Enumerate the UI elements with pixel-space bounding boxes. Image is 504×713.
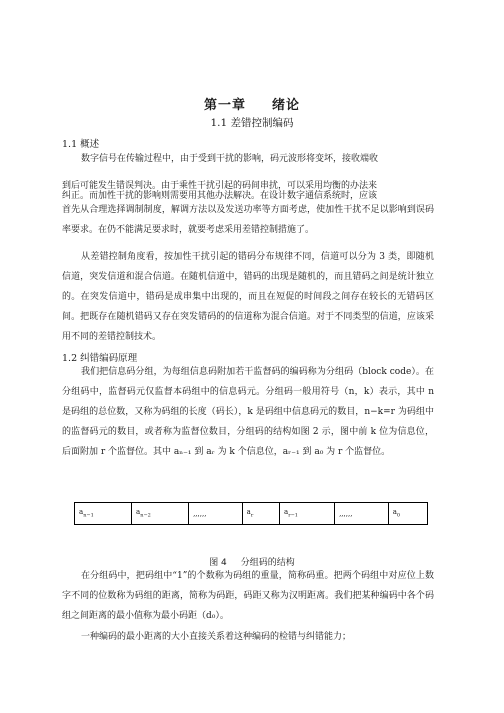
paragraph-overview-1: 数字信号在传输过程中，由于受到干扰的影响，码元波形将变坏，接收端收 (81, 154, 379, 164)
cell-ellipsis-1: ,,,,,, (189, 503, 243, 525)
figure-text: 分组码的结构 (240, 558, 295, 568)
section-title: 1.1 差错控制编码 (210, 117, 294, 129)
cell-a-n-1: $a_{n-1}$ (75, 503, 132, 525)
chapter-title (0, 94, 504, 113)
subsection-heading-1-2: 1.2 纠错编码原理 (62, 353, 138, 364)
figure-label: 图 4 (209, 558, 227, 568)
paragraph-min-distance: 一种编码的最小距离的大小直接关系着这种编码的检错与纠错能力； (81, 632, 352, 642)
chapter-name: 绪论 (272, 98, 301, 113)
codeword-structure-table (74, 502, 428, 525)
cell-a-r-1: $a_{r-1}$ (280, 503, 335, 525)
cell-ellipsis-2: ,,,,,, (335, 503, 389, 525)
cell-a-n-2: $a_{n-2}$ (132, 503, 189, 525)
cell-a-r: $a_r$ (242, 503, 279, 525)
paragraph-block-code: 我们把信息码分组，为每组信息码附加若干监督码的编码称为分组码（block code）。在分组码中，监督码元仅监督本码组中的信息码元。分组码一般用符号（n，k）表示，其中 n 是码组的总位数，又称为码组的长度（码长），k 是码组中信息码元的数目，n−k=r 为码组中的监督码元的数目，或者称为监督位数目，分组码的结构如图 2 示，图中前 k 位为信息位，后面附加 r 个监督位。其中 aₙ₋₁ 到 aᵣ 为 k 个信息位，aᵣ₋₁ 到 a₀ 为 r 个监督位。 (62, 367, 434, 457)
cell-a-0: $a_0$ (388, 503, 427, 525)
overlap-line-b: 纠正。而加性干扰的影响则需要用其他办法解决。在设计数字通信系统时，应该 (62, 191, 378, 201)
chapter-number: 第一章 (203, 98, 246, 113)
paragraph-overview-2: 首先从合理选择调制制度，解调方法以及发送功率等方面考虑，使加性干扰不足以影响到误码率要求。在仍不能满足要求时，就要考虑采用差错控制措施了。 (62, 205, 434, 235)
paragraph-channel-types: 从差错控制角度看，按加性干扰引起的错码分布规律不同，信道可以分为 3 类，即随机信道，突发信道和混合信道。在随机信道中，错码的出现是随机的，而且错码之间是统计独立的。在突发信道中，错码是成串集中出现的，而且在短促的时间段之间存在较长的无错码区间。把既存在随机错码又存在突发错码的的信道称为混合信道。对于不同类型的信道，应该采用不同的差错控制技术。 (62, 252, 434, 342)
subsection-heading-1-1: 1.1 概述 (62, 139, 100, 150)
paragraph-code-weight: 在分组码中，把码组中“1”的个数称为码组的重量，简称码重。把两个码组中对应位上数字不同的位数称为码组的距离，简称为码距，码距又称为汉明距离。我们把某种编码中各个码组之间距离的最小值称为最小码距（d₀）。 (62, 571, 434, 621)
overlap-line-a: 到后可能发生错误判决。由于乘性干扰引起的码间串扰，可以采用均衡的办法来 (62, 181, 378, 191)
